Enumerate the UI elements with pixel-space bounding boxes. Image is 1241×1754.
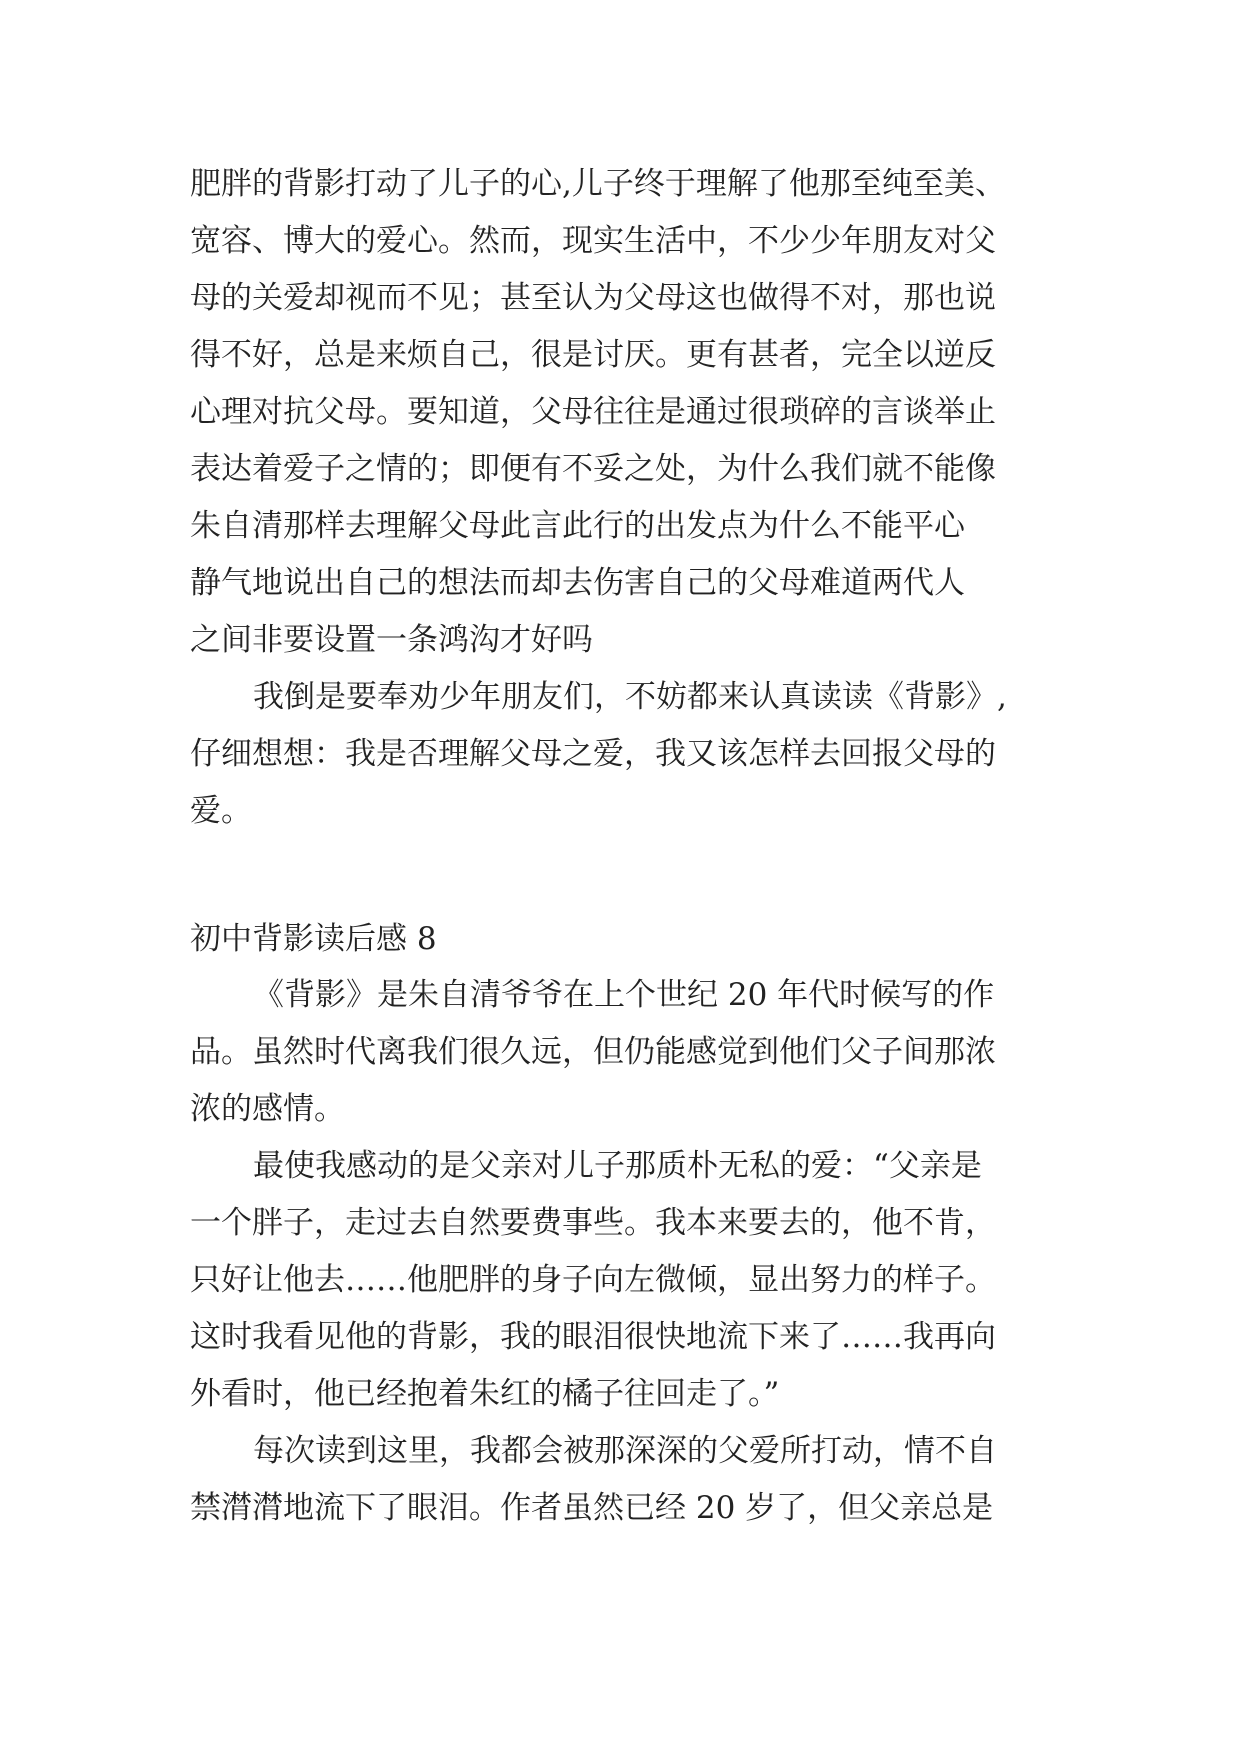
paragraph-line: 母的关爱却视而不见；甚至认为父母这也做得不对，那也说	[190, 280, 996, 316]
section-heading: 初中背影读后感 8	[190, 921, 437, 957]
paragraph-line: 外看时，他已经抱着朱红的橘子往回走了。”	[190, 1376, 780, 1412]
paragraph-line: 静气地说出自己的想法而却去伤害自己的父母难道两代人	[190, 565, 965, 601]
paragraph-line: 得不好，总是来烦自己，很是讨厌。更有甚者，完全以逆反	[190, 337, 996, 373]
paragraph-line: 仔细想想：我是否理解父母之爱，我又该怎样去回报父母的	[190, 736, 996, 772]
paragraph-line: 最使我感动的是父亲对儿子那质朴无私的爱：“父亲是	[253, 1148, 982, 1184]
paragraph-line: 这时我看见他的背影，我的眼泪很快地流下来了……我再向	[190, 1319, 996, 1355]
paragraph-line: 每次读到这里，我都会被那深深的父爱所打动，情不自	[253, 1433, 997, 1469]
paragraph-line: 朱自清那样去理解父母此言此行的出发点为什么不能平心	[190, 508, 965, 544]
paragraph-line: 《背影》是朱自清爷爷在上个世纪 20 年代时候写的作	[253, 977, 995, 1013]
paragraph-line: 只好让他去……他肥胖的身子向左微倾，显出努力的样子。	[190, 1262, 996, 1298]
paragraph-line: 爱。	[190, 793, 252, 829]
paragraph-line: 品。虽然时代离我们很久远，但仍能感觉到他们父子间那浓	[190, 1034, 996, 1070]
paragraph-line: 禁潸潸地流下了眼泪。作者虽然已经 20 岁了，但父亲总是	[190, 1490, 994, 1526]
paragraph-line: 宽容、博大的爱心。然而，现实生活中，不少少年朋友对父	[190, 223, 996, 259]
paragraph-line: 之间非要设置一条鸿沟才好吗	[190, 622, 593, 658]
paragraph-line: 心理对抗父母。要知道，父母往往是通过很琐碎的言谈举止	[190, 394, 996, 430]
paragraph-line: 浓的感情。	[190, 1091, 345, 1127]
paragraph-line: 一个胖子，走过去自然要费事些。我本来要去的，他不肯，	[190, 1205, 996, 1241]
paragraph-line: 我倒是要奉劝少年朋友们，不妨都来认真读读《背影》,	[253, 679, 1007, 715]
paragraph-line: 表达着爱子之情的；即便有不妥之处，为什么我们就不能像	[190, 451, 996, 487]
paragraph-line: 肥胖的背影打动了儿子的心,儿子终于理解了他那至纯至美、	[190, 166, 1006, 202]
